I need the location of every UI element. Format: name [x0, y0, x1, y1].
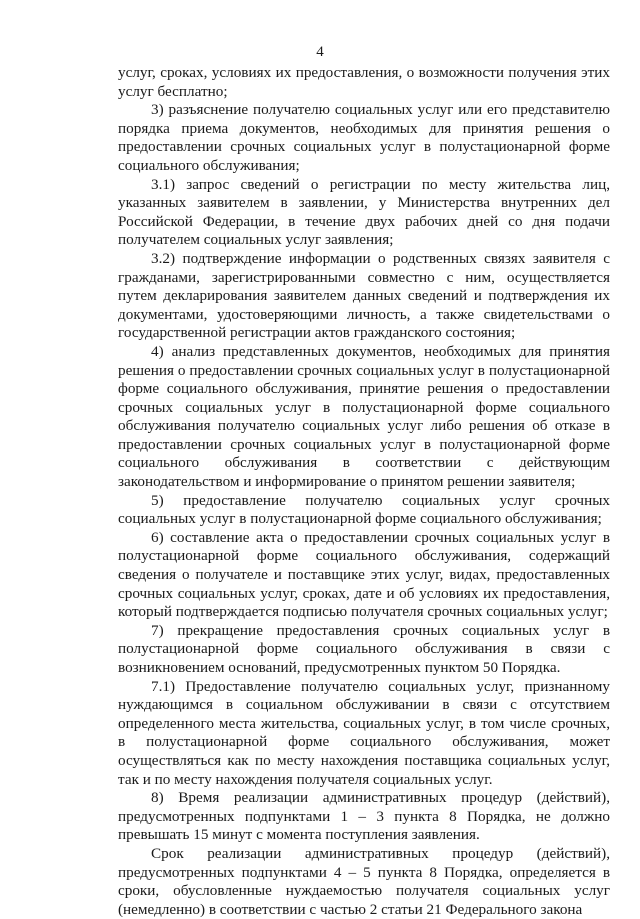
- paragraph-item-3: 3) разъяснение получателю социальных услуг или его представителю порядка приема документов, необходимых для принятия решения о предоставлении срочных социальных услуг в полустационарной форме социального обслуживания;: [118, 101, 610, 174]
- paragraph-item-4: 4) анализ представленных документов, необходимых для принятия решения о предоставлении срочных социальных услуг в полустационарной форме социального обслуживания, принятие решения о предоставлении срочных социальных услуг в полустационарной форме социального обслуживания получателю социальных услуг либо решения об отказе в предоставлении срочных социальных услуг в полустационарной форме социального обслуживания в соответствии с действующим законодательством и информирование о принятом решении заявителя;: [118, 342, 610, 491]
- paragraph-item-8: 8) Время реализации административных процедур (действий), предусмотренных подпунктами 1 – 3 пункта 8 Порядка, не должно превышать 15 минут с момента поступления заявления.: [118, 789, 610, 844]
- paragraph-deadline: Срок реализации административных процедур (действий), предусмотренных подпунктами 4 – 5 пункта 8 Порядка, определяется в сроки, обусловленные нуждаемостью получателя социальных услуг (немедленно) в соответствии с частью 2 статьи 21 Федерального закона: [118, 844, 610, 918]
- paragraph-continuation: услуг, сроках, условиях их предоставления, о возможности получения этих услуг бесплатно;: [118, 64, 610, 100]
- paragraph-item-3-2: 3.2) подтверждение информации о родственных связях заявителя с гражданами, зарегистрированными совместно с ним, осуществляется путем декларирования заявителем данных сведений и подтверждения их документами, удостоверяющими личность, а также свидетельствами о государственной регистрации актов гражданского состояния;: [118, 249, 610, 342]
- paragraph-item-6: 6) составление акта о предоставлении срочных социальных услуг в полустационарной форме социального обслуживания, содержащий сведения о получателе и поставщике этих услуг, видах, предоставленных срочных социальных услуг, сроках, дате и об условиях их предоставления, который подтверждается подписью получателя срочных социальных услуг;: [118, 528, 610, 621]
- paragraph-item-7-1: 7.1) Предоставление получателю социальных услуг, признанному нуждающимся в социальном обслуживании в связи с отсутствием определенного места жительства, социальных услуг, в том числе срочных, в полустационарной форме социального обслуживания, может осуществляться как по месту нахождения поставщика социальных услуг, так и по месту нахождения получателя социальных услуг.: [118, 677, 610, 788]
- paragraph-item-5: 5) предоставление получателю социальных услуг срочных социальных услуг в полустационарной форме социального обслуживания;: [118, 491, 610, 528]
- page-number: 4: [316, 44, 324, 60]
- paragraph-item-7: 7) прекращение предоставления срочных социальных услуг в полустационарной форме социального обслуживания в связи с возникновением оснований, предусмотренных пунктом 50 Порядка.: [118, 621, 610, 676]
- paragraph-item-3-1: 3.1) запрос сведений о регистрации по месту жительства лиц, указанных заявителем в заявлении, у Министерства внутренних дел Российской Федерации, в течение двух рабочих дней со дня подачи получателем социальных услуг заявления;: [118, 175, 610, 249]
- document-body: [118, 44, 610, 919]
